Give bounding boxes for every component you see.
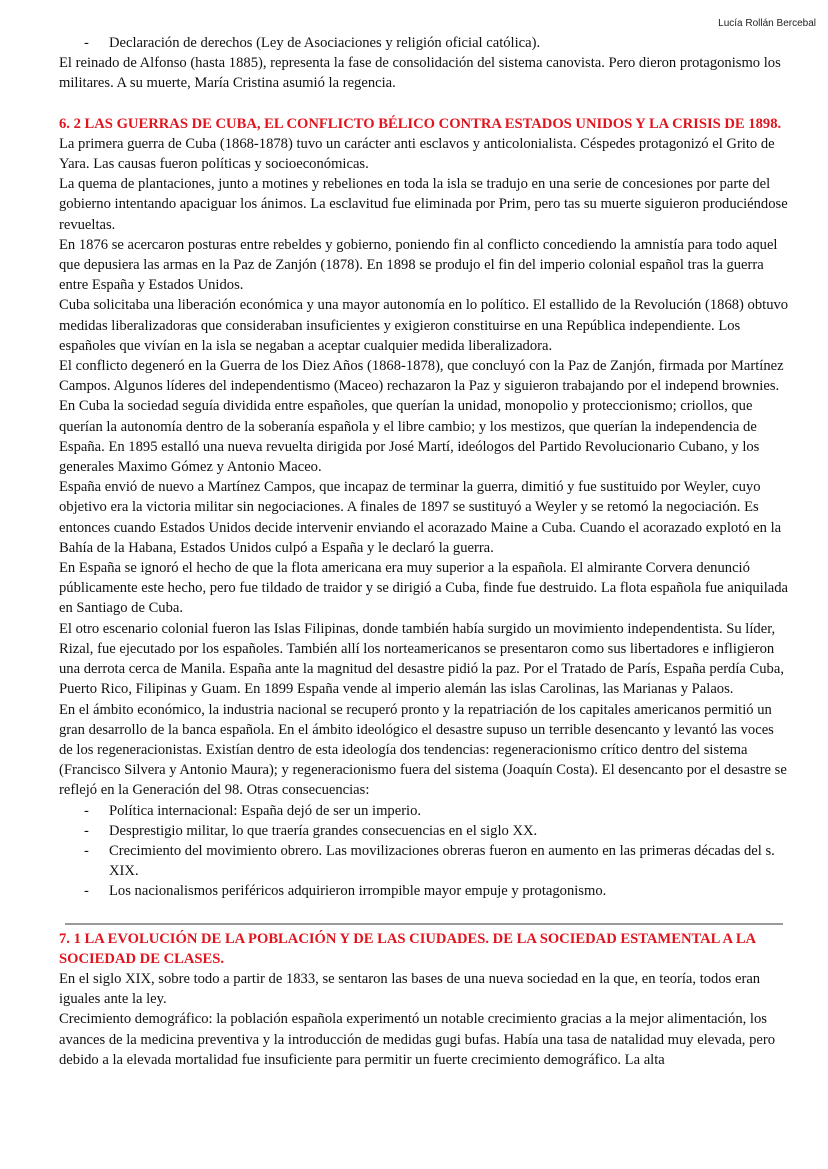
author-name: Lucía Rollán Bercebal <box>718 18 816 29</box>
paragraph: En España se ignoró el hecho de que la flota americana era muy superior a la española. El almirante Corvera denunció públicamente este hecho, pero fue tildado de traidor y se dirigió a Cuba, finde fue destruido. La flota española fue aniquilada en Santiago de Cuba. <box>59 560 789 617</box>
bullet-text: Crecimiento del movimiento obrero. Las movilizaciones obreras fueron en aumento en las primeras décadas del s. XIX. <box>109 842 775 880</box>
paragraph: La quema de plantaciones, junto a motines y rebeliones en toda la isla se tradujo en una serie de concesiones por parte del gobierno intentando apaciguar los ánimos. La esclavitud fue eliminada por Prim, pero tas su muerte siguieron produciéndose revueltas. <box>59 176 788 233</box>
paragraph: España envió de nuevo a Martínez Campos, que incapaz de terminar la guerra, dimitió y fue sustituido por Weyler, cuyo objetivo era la victoria militar sin negociaciones. A finales de 1897 se sustituyó a Weyler y se retomó la negociación. Es entonces cuando Estados Unidos decide intervenir enviando el acorazado Maine a Cuba. Cuando el acorazado explotó en la Bahía de la Habana, Estados Unidos culpó a España y le declaró la guerra. <box>59 479 782 556</box>
paragraph: Crecimiento demográfico: la población española experimentó un notable crecimiento gracias a la mejor alimentación, los avances de la medicina preventiva y la introducción de medidas gugi bufas. Había una tasa de natalidad muy elevada, pero debido a la elevada mortalidad fue insuficiente para permitir un fuerte crecimiento demográfico. La alta <box>59 1011 776 1068</box>
consequence-bullet <box>59 801 789 821</box>
section-7-1-heading: 7. 1 LA EVOLUCIÓN DE LA POBLACIÓN Y DE LAS CIUDADES. DE LA SOCIEDAD ESTAMENTAL A LA SOCIEDAD DE CLASES. <box>59 930 756 967</box>
paragraph: El conflicto degeneró en la Guerra de los Diez Años (1868-1878), que concluyó con la Paz de Zanjón, firmada por Martínez Campos. Algunos líderes del independentismo (Maceo) rechazaron la Paz y siguieron trabajando por el independ brownies. <box>59 358 784 395</box>
bullet-text: Política internacional: España dejó de ser un imperio. <box>109 802 422 819</box>
document-page <box>59 33 789 1070</box>
bullet-text: Los nacionalismos periféricos adquirieron irrompible mayor empuje y protagonismo. <box>109 883 607 900</box>
bullet-dash: - <box>84 842 89 859</box>
intro-paragraph: El reinado de Alfonso (hasta 1885), representa la fase de consolidación del sistema canovista. Pero dieron protagonismo los militares. A su muerte, María Cristina asumió la regencia. <box>59 55 781 92</box>
intro-bullet <box>59 33 789 53</box>
bullet-dash: - <box>84 822 89 839</box>
section-divider <box>65 923 783 925</box>
bullet-dash: - <box>84 35 89 51</box>
paragraph: En 1876 se acercaron posturas entre rebeldes y gobierno, poniendo fin al conflicto concediendo la amnistía para todo aquel que depusiera las armas en la Paz de Zanjón (1878). En 1898 se produjo el fin del imperio colonial español tras la guerra entre España y Estados Unidos. <box>59 236 778 294</box>
paragraph: En el ámbito económico, la industria nacional se recuperó pronto y la repatriación de los capitales americanos permitió un gran desarrollo de la banca española. En el ámbito ideológico el desastre supuso un terrible desencanto y levantó las voces de los regeneracionistas. Existían dentro de esta ideología dos tendencias: regeneracionismo crítico dentro del sistema (Francisco Silvera y Antonio Maura); y regeneracionismo fuera del sistema (Joaquín Costa). El desencanto por el desastre se reflejó en la Generación del 98. Otras consecuencias: <box>59 701 787 799</box>
consequence-bullet <box>59 821 789 841</box>
consequence-bullet <box>59 841 789 881</box>
consequence-bullet <box>59 881 789 901</box>
section-6-2-heading: 6. 2 LAS GUERRAS DE CUBA, EL CONFLICTO BÉLICO CONTRA ESTADOS UNIDOS Y LA CRISIS DE 1898. <box>59 115 782 132</box>
paragraph: En el siglo XIX, sobre todo a partir de 1833, se sentaron las bases de una nueva sociedad en la que, en teoría, todos eran iguales ante la ley. <box>59 970 761 1008</box>
paragraph: La primera guerra de Cuba (1868-1878) tuvo un carácter anti esclavos y anticolonialista. Céspedes protagonizó el Grito de Yara. Las causas fueron políticas y socioeconómicas. <box>59 135 775 173</box>
paragraph: El otro escenario colonial fueron las Islas Filipinas, donde también había surgido un movimiento independentista. Su líder, Rizal, fue ejecutado por los españoles. También allí los norteamericanos se presentaron como sus libertadores e infligieron una derrota cerca de Manila. España ante la magnitud del desastre pidió la paz. Por el Tratado de París, España perdía Cuba, Puerto Rico, Filipinas y Guam. En 1899 España vende al imperio alemán las islas Carolinas, las Marianas y Palaos. <box>59 620 784 698</box>
paragraph: En Cuba la sociedad seguía dividida entre españoles, que querían la unidad, monopolio y proteccionismo; criollos, que querían la autonomía dentro de la soberanía española y el libre cambio; y los mestizos, que querían la independencia de España. En 1895 estalló una nueva revuelta dirigida por José Martí, ideólogos del Partido Revolucionario Cubano, y los generales Maximo Gómez y Antonio Maceo. <box>59 398 760 476</box>
bullet-text: Desprestigio militar, lo que traería grandes consecuencias en el siglo XX. <box>109 822 538 839</box>
bullet-dash: - <box>84 802 89 819</box>
bullet-text: Declaración de derechos (Ley de Asociaciones y religión oficial católica). <box>109 35 541 51</box>
paragraph: Cuba solicitaba una liberación económica y una mayor autonomía en lo político. El estallido de la Revolución (1868) obtuvo medidas liberalizadoras que consideraban insuficientes y exigieron constituirse en una República independiente. Los españoles que vivían en la isla se negaban a aceptar cualquier medida liberalizadora. <box>59 297 789 354</box>
bullet-dash: - <box>84 883 89 900</box>
